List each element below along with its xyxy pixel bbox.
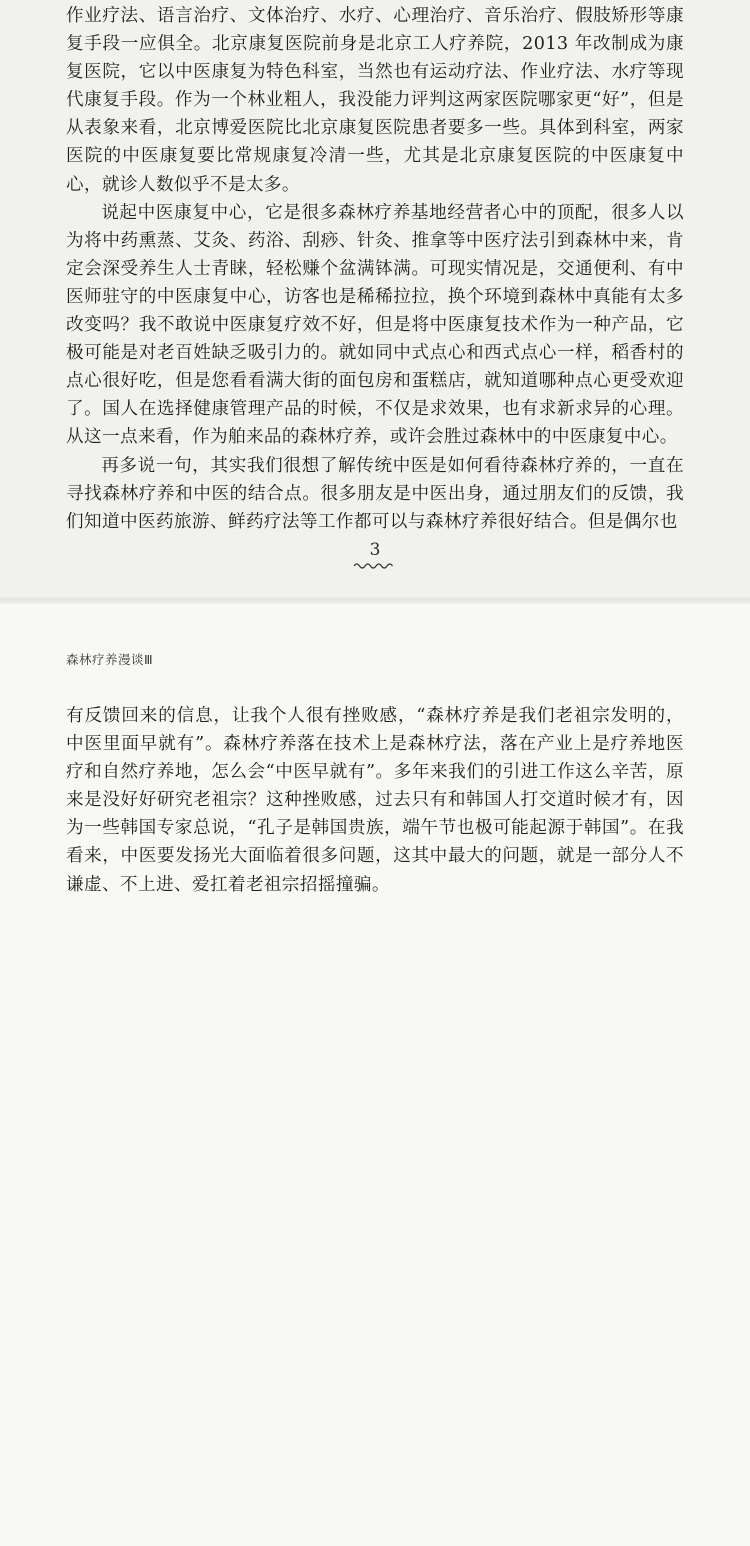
bottom-paragraph-1: 有反馈回来的信息，让我个人很有挫败感，“森林疗养是我们老祖宗发明的，中医里面早就有”。森林疗养落在技术上是森林疗法，落在产业上是疗养地医疗和自然疗养地，怎么会“中医早就有”。多年来我们的引进工作这么辛苦，原来是没好好研究老祖宗？这种挫败感，过去只有和韩国人打交道时候才有，因为一些韩国专家总说，“孔子是韩国贵族，端午节也极可能起源于韩国”。在我看来，中医要发扬光大面临着很多问题，这其中最大的问题，就是一部分人不谦虚、不上进、爱扛着老祖宗招摇撞骗。 bbox=[66, 706, 684, 895]
bottom-text-block bbox=[66, 702, 684, 899]
top-paragraph-3: 再多说一句，其实我们很想了解传统中医是如何看待森林疗养的，一直在寻找森林疗养和中医的结合点。很多朋友是中医出身，通过朋友们的反馈，我们知道中医药旅游、鲜药疗法等工作都可以与森林疗养很好结合。但是偶尔也 bbox=[66, 455, 684, 532]
top-page bbox=[0, 0, 750, 604]
top-paragraph-2: 说起中医康复中心，它是很多森林疗养基地经营者心中的顶配，很多人以为将中药熏蒸、艾灸、药浴、刮痧、针灸、推拿等中医疗法引到森林中来，肯定会深受养生人士青睐，轻松赚个盆满钵满。可现实情况是，交通便利、有中医师驻守的中医康复中心，访客也是稀稀拉拉，换个环境到森林中真能有太多改变吗？我不敢说中医康复疗效不好，但是将中医康复技术作为一种产品，它极可能是对老百姓缺乏吸引力的。就如同中式点心和西式点心一样，稻香村的点心很好吃，但是您看看满大街的面包房和蛋糕店，就知道哪种点心更受欢迎了。国人在选择健康管理产品的时候，不仅是求效果，也有求新求异的心理。从这一点来看，作为舶来品的森林疗养，或许会胜过森林中的中医康复中心。 bbox=[66, 202, 684, 448]
page-number: 3 bbox=[369, 540, 381, 560]
wave-ornament-icon bbox=[353, 562, 397, 570]
top-paragraph-1: 作业疗法、语言治疗、文体治疗、水疗、心理治疗、音乐治疗、假肢矫形等康复手段一应俱全。北京康复医院前身是北京工人疗养院，2013 年改制成为康复医院，它以中医康复为特色科室，当然也有运动疗法、作业疗法、水疗等现代康复手段。作为一个林业粗人，我没能力评判这两家医院哪家更“好”，但是从表象来看，北京博爱医院比北京康复医院患者要多一些。具体到科室，两家医院的中医康复要比常规康复冷清一些，尤其是北京康复医院的中医康复中心，就诊人数似乎不是太多。 bbox=[66, 6, 684, 195]
running-header: 森林疗养漫谈Ⅲ bbox=[66, 652, 154, 667]
